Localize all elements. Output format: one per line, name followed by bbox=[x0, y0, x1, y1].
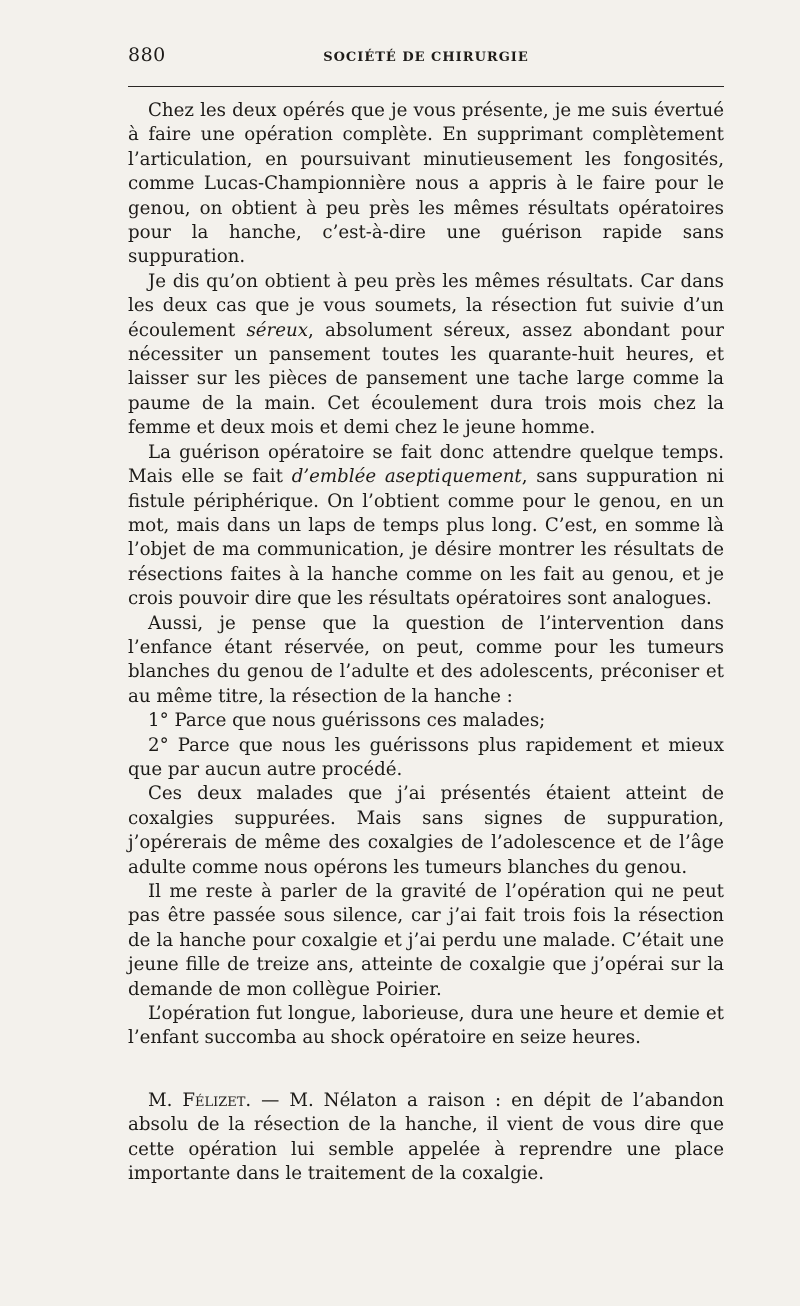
list-item: 2° Parce que nous les guérissons plus rapidement et mieux que par aucun autre procédé. bbox=[128, 734, 724, 780]
paragraph: Chez les deux opérés que je vous présente, je me suis évertué à faire une opération complète. En supprimant complètement l’articulation, en poursuivant minutieusement les fongosités, comme Lucas-Championnière nous a appris à le faire pour le genou, on obtient à peu près les mêmes résultats opératoires pour la hanche, c’est-à-dire une guérison rapide sans suppuration. bbox=[128, 100, 724, 268]
list-item: 1° Parce que nous guérissons ces malades; bbox=[148, 710, 546, 732]
paragraph: Ces deux malades que j’ai présentés étaient atteint de coxalgies suppurées. Mais sans signes de suppuration, j’opérerais de même des coxalgies de l’adolescence et de l’âge adulte comme nous opérons les tumeurs blanches du genou. bbox=[128, 783, 724, 878]
running-title: SOCIÉTÉ DE CHIRURGIE bbox=[323, 50, 529, 65]
speaker-paragraph: M. Félizet. — M. Nélaton a raison : en dépit de l’abandon absolu de la résection de la hanche, il vient de vous dire que cette opération lui semble appelée à reprendre une place importante dans le traitement de la coxalgie. bbox=[128, 1089, 724, 1185]
paragraph: L’opération fut longue, laborieuse, dura une heure et demie et l’enfant succomba au shock opératoire en seize heures. bbox=[128, 1003, 724, 1049]
page-header bbox=[128, 44, 724, 70]
paragraph: Il me reste à parler de la gravité de l’opération qui ne peut pas être passée sous silence, car j’ai fait trois fois la résection de la hanche pour coxalgie et j’ai perdu une malade. C’était une jeune fille de treize ans, atteinte de coxalgie que j’opérai sur la demande de mon collègue Poirier. bbox=[128, 881, 724, 1000]
section-gap bbox=[128, 1051, 724, 1089]
paragraph: Je dis qu’on obtient à peu près les mêmes résultats. Car dans les deux cas que je vous soumets, la résection fut suivie d’un écoulement séreux, absolument séreux, assez abondant pour nécessiter un pansement toutes les quarante-huit heures, et laisser sur les pièces de pansement une tache large comme la paume de la main. Cet écoulement dura trois mois chez la femme et deux mois et demi chez le jeune homme. bbox=[128, 270, 724, 439]
header-rule bbox=[128, 86, 724, 87]
page bbox=[128, 44, 724, 1186]
italic-term: d’emblée aseptiquement bbox=[291, 466, 522, 488]
paragraph: Aussi, je pense que la question de l’intervention dans l’enfance étant réservée, on peut, comme pour les tumeurs blanches du genou de l’adulte et des adolescents, préconiser et au même titre, la résection de la hanche : bbox=[128, 612, 724, 707]
paragraph: La guérison opératoire se fait donc attendre quelque temps. Mais elle se fait d’emblée aseptiquement, sans suppuration ni fistule périphérique. On l’obtient comme pour le genou, en un mot, mais dans un laps de temps plus long. C’est, en somme là l’objet de ma communication, je désire montrer les résultats de résections faites à la hanche comme on les fait au genou, et je crois pouvoir dire que les résultats opératoires sont analogues. bbox=[128, 441, 724, 610]
speaker-name: M. Félizet. bbox=[148, 1089, 252, 1111]
page-number: 880 bbox=[128, 44, 166, 66]
italic-term: séreux bbox=[246, 319, 308, 341]
body-text bbox=[128, 99, 724, 1186]
